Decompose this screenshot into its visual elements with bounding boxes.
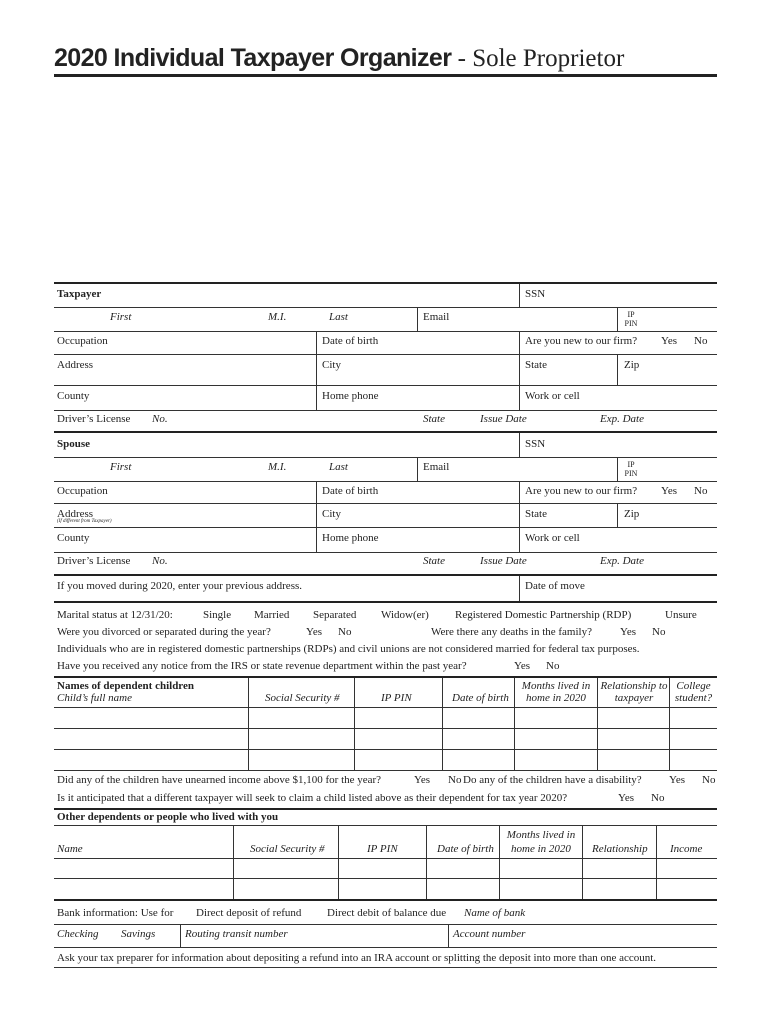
taxpayer-dob-label: Date of birth — [322, 335, 379, 347]
rdp-note: Individuals who are in registered domestic partnerships (RDPs) and civil unions are not considered married for federal tax purposes. — [57, 643, 640, 655]
taxpayer-new-firm-question: Are you new to our firm? — [525, 335, 638, 347]
unearned-income-yes[interactable]: Yes — [414, 774, 431, 786]
taxpayer-new-firm-no[interactable]: No — [694, 335, 708, 347]
marital-widow[interactable]: Widow(er) — [381, 609, 429, 621]
marital-unsure[interactable]: Unsure — [665, 609, 697, 621]
taxpayer-new-firm-yes[interactable]: Yes — [661, 335, 678, 347]
spouse-county-label: County — [57, 532, 90, 544]
spouse-issue-date-label: Issue Date — [480, 555, 527, 567]
table-row — [54, 770, 717, 771]
taxpayer-occupation-label: Occupation — [57, 335, 108, 347]
others-dob-header: Date of birth — [437, 843, 494, 855]
disability-yes[interactable]: Yes — [669, 774, 686, 786]
spouse-first-label: First — [110, 461, 132, 473]
irs-notice-question: Have you received any notice from the IRS or state revenue department within the past year? — [57, 660, 467, 672]
spouse-email-label: Email — [423, 461, 450, 473]
children-months-header-2: home in 2020 — [526, 692, 586, 704]
taxpayer-last-label: Last — [329, 311, 348, 323]
spouse-occupation-label: Occupation — [57, 485, 108, 497]
bank-info-label: Bank information: Use for — [57, 907, 174, 919]
taxpayer-county-label: County — [57, 390, 90, 402]
page-title — [54, 42, 624, 75]
taxpayer-dl-no-label: No. — [152, 413, 168, 425]
others-header: Other dependents or people who lived with you — [57, 811, 279, 823]
others-ip-pin-header: IP PIN — [367, 843, 398, 855]
spouse-address-note: (If different from Taxpayer) — [57, 519, 112, 524]
children-college-header-2: student? — [674, 692, 713, 704]
others-months-header-1: Months lived in — [506, 829, 576, 841]
taxpayer-dl-label: Driver’s License — [57, 413, 131, 425]
children-dob-header: Date of birth — [452, 692, 509, 704]
taxpayer-city-label: City — [322, 359, 341, 371]
taxpayer-top-rule — [54, 282, 717, 284]
taxpayer-address-label: Address — [57, 359, 94, 371]
marital-single[interactable]: Single — [203, 609, 232, 621]
unearned-income-no[interactable]: No — [448, 774, 462, 786]
deaths-question: Were there any deaths in the family? — [431, 626, 592, 638]
routing-number-label: Routing transit number — [185, 928, 288, 940]
table-row — [54, 728, 717, 729]
title-main: 2020 Individual Taxpayer Organizer — [54, 44, 452, 72]
title-suffix: - Sole Proprietor — [457, 45, 625, 72]
spouse-home-phone-label: Home phone — [322, 532, 379, 544]
deaths-yes[interactable]: Yes — [620, 626, 637, 638]
children-relationship-header-1: Relationship to — [600, 680, 668, 692]
claim-child-no[interactable]: No — [651, 792, 665, 804]
children-college-header-1: College — [676, 680, 711, 692]
taxpayer-issue-date-label: Issue Date — [480, 413, 527, 425]
spouse-dl-label: Driver’s License — [57, 555, 131, 567]
table-row — [54, 858, 717, 859]
bank-name-label: Name of bank — [464, 907, 526, 919]
taxpayer-dl-state-label: State — [423, 413, 445, 425]
taxpayer-zip-label: Zip — [624, 359, 640, 371]
spouse-top-rule — [54, 431, 717, 433]
children-relationship-header-2: taxpayer — [614, 692, 654, 704]
spouse-ip-label: IP — [627, 460, 635, 469]
marital-separated[interactable]: Separated — [313, 609, 357, 621]
others-months-header-2: home in 2020 — [511, 843, 571, 855]
deaths-no[interactable]: No — [652, 626, 666, 638]
marital-status-label: Marital status at 12/31/20: — [57, 609, 173, 621]
table-row — [54, 707, 717, 708]
taxpayer-pin-label: PIN — [624, 319, 638, 328]
spouse-new-firm-yes[interactable]: Yes — [661, 485, 678, 497]
spouse-city-label: City — [322, 508, 341, 520]
others-ssn-header: Social Security # — [250, 843, 325, 855]
disability-no[interactable]: No — [702, 774, 716, 786]
spouse-dob-label: Date of birth — [322, 485, 379, 497]
account-number-label: Account number — [453, 928, 526, 940]
children-months-header-1: Months lived in — [521, 680, 591, 692]
divorced-yes[interactable]: Yes — [306, 626, 323, 638]
claim-child-question: Is it anticipated that a different taxpayer will seek to claim a child listed above as their dependent for tax year 2020? — [57, 792, 568, 804]
spouse-ssn-label: SSN — [525, 438, 546, 450]
taxpayer-home-phone-label: Home phone — [322, 390, 379, 402]
taxpayer-exp-date-label: Exp. Date — [600, 413, 644, 425]
spouse-last-label: Last — [329, 461, 348, 473]
taxpayer-work-cell-label: Work or cell — [525, 390, 580, 402]
spouse-state-label: State — [525, 508, 547, 520]
bank-note: Ask your tax preparer for information about depositing a refund into an IRA account or splitting the deposit into more than one account. — [57, 952, 657, 964]
others-name-header: Name — [57, 843, 83, 855]
disability-question: Do any of the children have a disability? — [463, 774, 642, 786]
spouse-mi-label: M.I. — [268, 461, 287, 473]
irs-notice-no[interactable]: No — [546, 660, 560, 672]
unearned-income-question: Did any of the children have unearned income above $1,100 for the year? — [57, 774, 382, 786]
others-income-header: Income — [670, 843, 703, 855]
spouse-dl-state-label: State — [423, 555, 445, 567]
direct-deposit-option[interactable]: Direct deposit of refund — [196, 907, 302, 919]
spouse-zip-label: Zip — [624, 508, 640, 520]
table-row — [54, 878, 717, 879]
taxpayer-ip-label: IP — [627, 310, 635, 319]
spouse-exp-date-label: Exp. Date — [600, 555, 644, 567]
taxpayer-header: Taxpayer — [57, 288, 102, 300]
taxpayer-mi-label: M.I. — [268, 311, 287, 323]
marital-married[interactable]: Married — [254, 609, 290, 621]
spouse-pin-label: PIN — [624, 469, 638, 478]
spouse-new-firm-no[interactable]: No — [694, 485, 708, 497]
children-ssn-header: Social Security # — [265, 692, 340, 704]
spouse-address-label: Address — [57, 508, 94, 520]
children-full-name-header: Child’s full name — [57, 692, 132, 704]
title-rule — [54, 74, 717, 77]
table-row — [54, 749, 717, 750]
date-of-move-label: Date of move — [525, 580, 585, 592]
irs-notice-yes[interactable]: Yes — [514, 660, 531, 672]
divorced-no[interactable]: No — [338, 626, 352, 638]
savings-option[interactable]: Savings — [121, 928, 156, 940]
taxpayer-ssn-label: SSN — [525, 288, 546, 300]
spouse-header: Spouse — [57, 438, 91, 450]
spouse-dl-no-label: No. — [152, 555, 168, 567]
children-header: Names of dependent children — [57, 680, 194, 692]
divorced-question: Were you divorced or separated during the year? — [57, 626, 271, 638]
spouse-work-cell-label: Work or cell — [525, 532, 580, 544]
moved-label: If you moved during 2020, enter your previous address. — [57, 580, 303, 592]
taxpayer-email-label: Email — [423, 311, 450, 323]
taxpayer-first-label: First — [110, 311, 132, 323]
others-relationship-header: Relationship — [592, 843, 648, 855]
marital-rdp[interactable]: Registered Domestic Partnership (RDP) — [455, 609, 632, 621]
spouse-new-firm-question: Are you new to our firm? — [525, 485, 638, 497]
checking-option[interactable]: Checking — [57, 928, 99, 940]
children-ip-pin-header: IP PIN — [381, 692, 412, 704]
claim-child-yes[interactable]: Yes — [618, 792, 635, 804]
taxpayer-state-label: State — [525, 359, 547, 371]
direct-debit-option[interactable]: Direct debit of balance due — [327, 907, 447, 919]
